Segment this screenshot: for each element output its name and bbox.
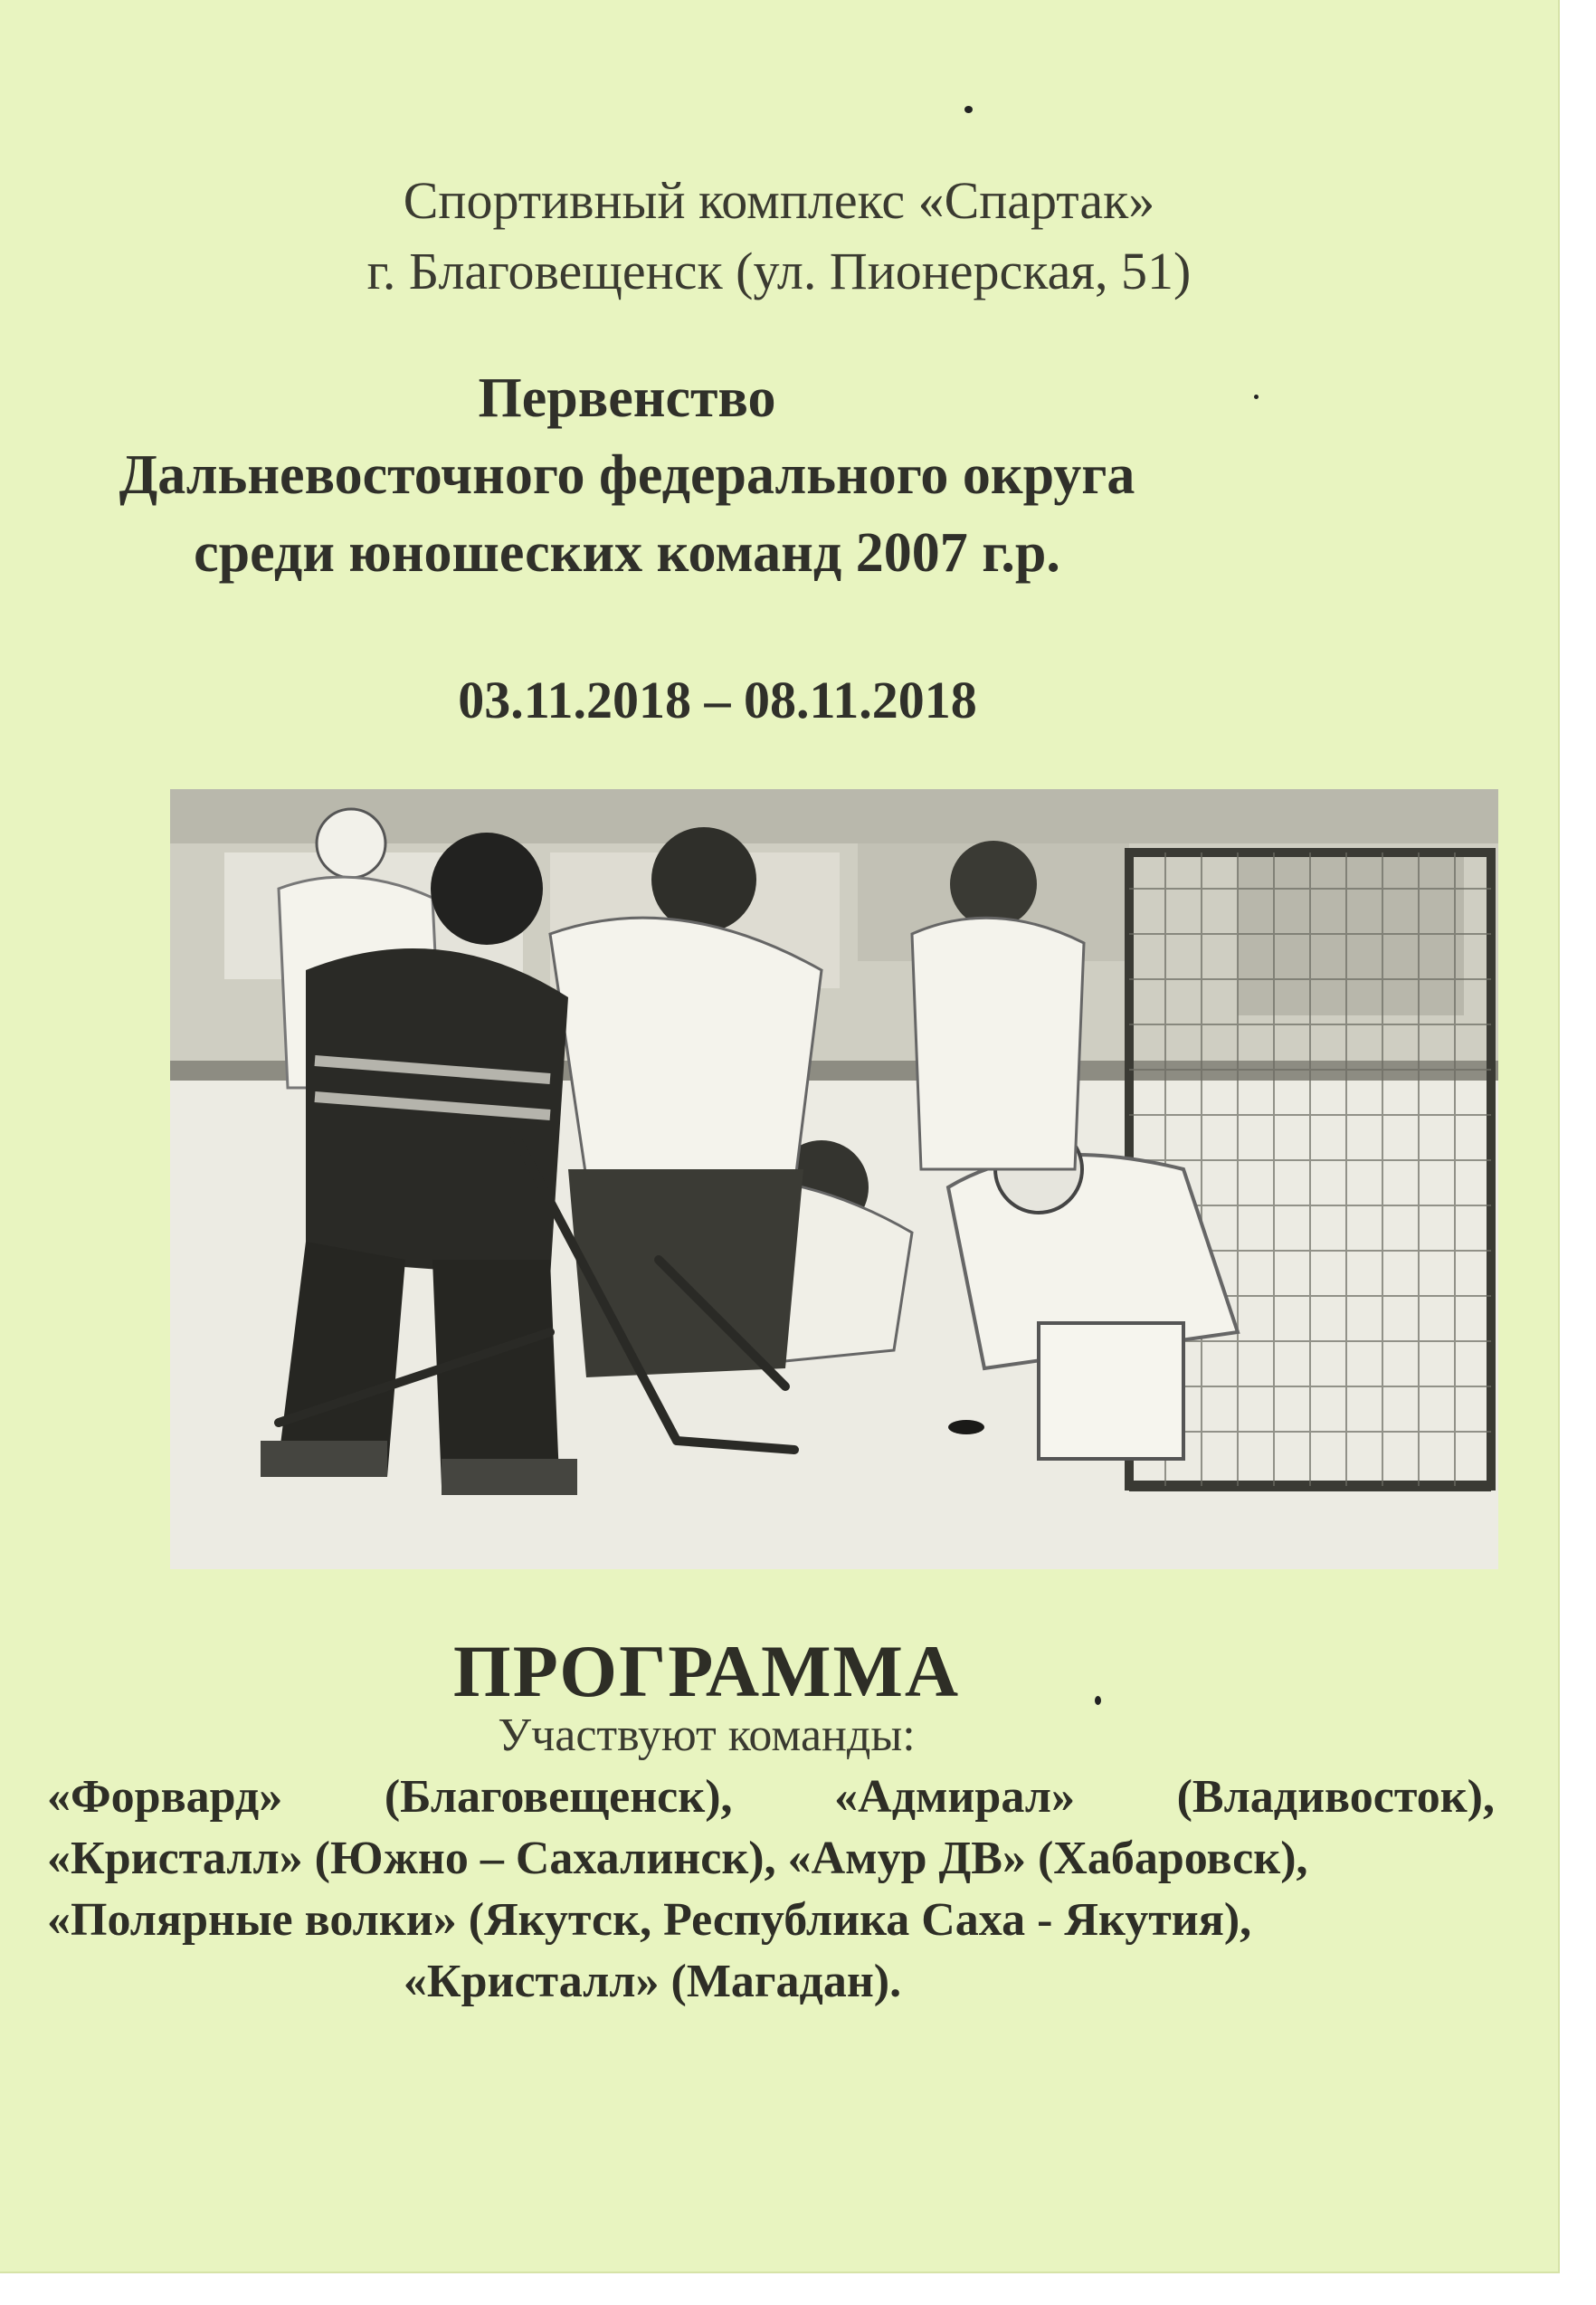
- team-admiral-city: (Владивосток),: [1176, 1771, 1495, 1823]
- teams-line1: [47, 1770, 1495, 1824]
- event-title-line1: Первенство: [478, 367, 776, 429]
- teams-line3: «Полярные волки» (Якутск, Республика Саха - Якутия),: [47, 1894, 1252, 1946]
- teams-intro: Участвуют команды:: [498, 1710, 916, 1761]
- venue-address: г. Благовещенск (ул. Пионерская, 51): [366, 242, 1192, 300]
- team-admiral: «Адмирал»: [834, 1771, 1075, 1823]
- hockey-photo-illustration: [170, 789, 1498, 1569]
- venue-name: Спортивный комплекс «Спартак»: [403, 171, 1155, 230]
- teams-line2: «Кристалл» (Южно – Сахалинск), «Амур ДВ» (Хабаровск),: [47, 1833, 1308, 1884]
- teams-line4: «Кристалл» (Магадан).: [403, 1956, 902, 2007]
- event-dates: 03.11.2018 – 08.11.2018: [458, 671, 977, 729]
- program-heading: ПРОГРАММА: [452, 1630, 961, 1712]
- event-title-line2: Дальневосточного федерального округа: [119, 444, 1135, 506]
- event-title-line3: среди юношеских команд 2007 г.р.: [194, 522, 1060, 584]
- team-forward-city: (Благовещенск),: [384, 1771, 733, 1823]
- team-forward: «Форвард»: [47, 1771, 283, 1823]
- hockey-photo: [170, 789, 1498, 1569]
- ink-speck: [964, 106, 973, 113]
